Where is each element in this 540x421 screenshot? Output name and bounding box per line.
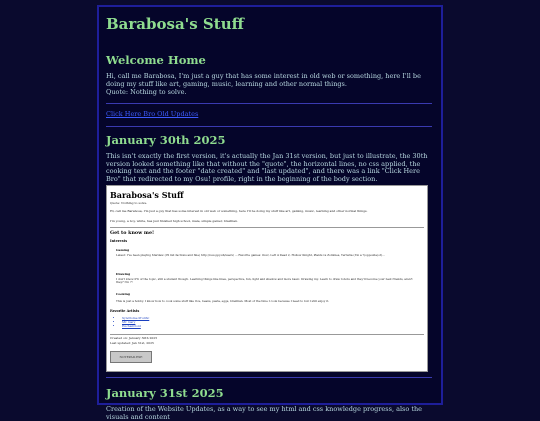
shot-gaming-text: Latest: I've been playing Stardew (I'll list factions and fine) http://osu.ppy.sh/users/ ... Favorite games: Osu!, Left 4 Dead 2, Hollow Knight, Plants vs Zombies, Terraria (I'm a ?(opposite)of)... [116,253,385,257]
intro-text: Hi, call me Barabosa, I'm just a guy that has some interest in old web or something, here I'll be doing my stuff like art, gaming, music, learning and other normal things. [106,72,421,88]
update-text-jan-30: This isn't exactly the first version, it's actually the Jan 31st version, but just to illustrate, the 30th version looked something like that without the "quote", the horizontal lines, no css applied, the cooking text and the footer "date created" and "last updated", and there was a link "Click Here Bro" that redirected to my Osu! profile, right in the beginning of the body section. [106,152,428,183]
update-text-jan-31: Creation of the Website Updates, as a way to see my html and css knowledge progress, also the visuals and content [106,405,422,421]
old-updates-link[interactable]: Click Here Bro Old Updates [106,110,199,118]
quote-text: Quote: Nothing to solve. [106,88,187,96]
shot-intro: Hi, call me Barabosa, I'm just a guy that has some interest in old web or something, here I'll be doing my stuff like art, gaming, music, learning and other normal things. [110,209,368,213]
shot-drawing-text: I don't know 0% of the topic, still a student though. Learning things like lines, perspective, fun, light and shadow and more basic. Drawing my. Learn to draw robots and they'll become your best friends, aren't they? I'm ?! [116,277,413,285]
shot-get-to-know: Get to know me! [110,230,155,236]
update-date-jan-31: January 31st 2025 [106,386,224,400]
shot-artists-list [117,317,149,328]
shot-cooking-text: This is just a hobby. I know how to cook some stuff like rice, beans, pasta, eggs, brazilian. Most of the time I cook because I need to but I still enjoy it. [116,299,330,303]
shot-interests: Interests [110,239,128,243]
shot-created: Created on: January 30th 2025 [110,336,158,340]
shot-artist-item[interactable]: • Mr. Gary [122,321,149,325]
shot-artist-item[interactable]: • Syndrome Prolific [122,317,149,321]
shot-title: Barabosa's Stuff [110,190,184,200]
site-title: Barabosa's Stuff [106,15,244,33]
shot-artist-item[interactable]: • Enchantroid [122,325,149,329]
divider [106,126,432,127]
shot-gaming-heading: Gaming [116,248,130,252]
divider [106,103,432,104]
divider [106,377,432,378]
page-container [97,5,443,421]
shot-divider [110,227,424,228]
shot-drawing-heading: Drawing [116,272,131,276]
shot-badge: NOTEPAD.EXE [110,351,152,363]
welcome-heading: Welcome Home [106,53,206,67]
shot-cooking-heading: Cooking [116,292,130,296]
update-date-jan-30: January 30th 2025 [106,133,226,147]
shot-artists-heading: Favorite Artists [110,309,140,313]
shot-divider [110,334,424,335]
old-version-screenshot [106,185,428,372]
shot-updated: Last updated: Jan 31st, 2025 [110,341,154,345]
shot-quote: Quote: Nothing to solve. [110,201,148,205]
shot-about: I'm young, a boy, white, has just finished high school, male, simple gamer, brazilian. [110,219,238,223]
